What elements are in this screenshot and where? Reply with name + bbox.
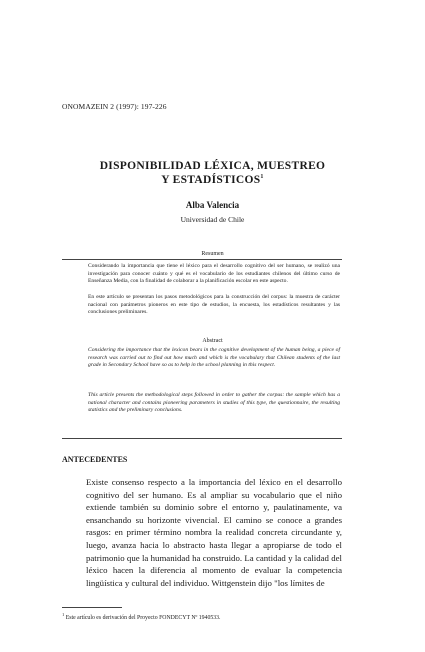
footnote-text: Este artículo es derivación del Proyecto FONDECYT Nº 1940533. [65,614,221,621]
journal-citation: ONOMAZEIN 2 (1997): 197-226 [62,102,167,111]
abstract-es-paragraph-2: En este artículo se presentan los pasos metodológicos para la construcción del corpus: la muestra de carácter nacional con parámetros pioneros en este tipo de estudios, la encuesta, los estadísticos resultantes y las conclusiones preliminares. [88,294,340,316]
paper-title-line-2 [0,174,425,186]
section-separator-rule [62,438,342,439]
author-name: Alba Valencia [185,200,240,210]
footnote-rule [62,607,122,608]
paper-title-line-2-text: Y ESTADÍSTICOS [161,174,261,186]
body-paragraph: Existe consenso respecto a la importancia del léxico en el desarrollo cognitivo del ser humano. Es al ampliar su vocabulario que el niño extiende también su dominio sobre el entorno y, paulatinamente, va ensanchando su horizonte vivencial. El camino se conoce a grandes rasgos: en primer término nombra la realidad concreta circundante y, luego, avanza hacia lo abstracto hasta llegar a apropiarse de todo el patrimonio que la humanidad ha construido. La cantidad y la calidad del léxico hacen la diferencia al momento de evaluar la competencia lingüística y cultural del individuo. Wittgenstein dijo "los límites de [86,477,342,588]
abstract-es-paragraph-1: Considerando la importancia que tiene el léxico para el desarrollo cognitivo del ser humano, se realizó una investigación para conocer cuánto y qué es el vocabulario de los estudiantes chilenos del último curso de Enseñanza Media, con la finalidad de colaborar a la planificación escolar en este aspecto. [88,263,340,285]
author-affiliation: Universidad de Chile [180,215,245,224]
title-footnote-marker: 1 [260,174,264,181]
abstract-en-paragraph-1: Considering the importance that the lexicon bears in the cognitive development of the human being, a piece of research was carried out to find out how much and which is the vocabulary that Chilean students of the last grade in Secondary School have so as to help in the school planning in this respect. [88,347,340,369]
section-heading: ANTECEDENTES [62,455,128,464]
abstract-es-top-rule [62,259,342,260]
footnote [62,612,342,621]
footnote-marker: 1 [62,612,65,617]
abstract-en-paragraph-2: This article presents the methodological steps followed in order to gather the corpus: the sample which has a national character and contains pioneering parameters in studies of this type, the questionnaire, the resulting statistics and the preliminary conclusions. [88,392,340,414]
abstract-en-heading: Abstract [202,338,223,344]
abstract-es-heading: Resumen [201,251,224,257]
paper-title-line-1: DISPONIBILIDAD LÉXICA, MUESTREO [99,160,326,172]
